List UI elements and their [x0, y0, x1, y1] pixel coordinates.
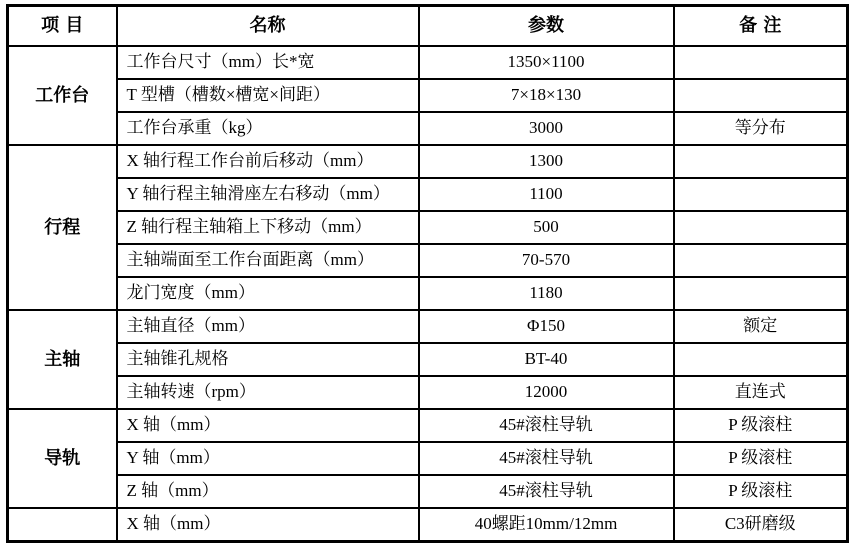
table-row: [8, 310, 848, 343]
spec-remark-cell: C3研磨级: [674, 508, 848, 542]
spec-remark-cell: 额定: [674, 310, 848, 343]
spec-name-cell: Y 轴（mm）: [117, 442, 419, 475]
column-header-name: 名称: [117, 6, 419, 47]
column-header-param: 参数: [419, 6, 674, 47]
spec-name-cell: Y 轴行程主轴滑座左右移动（mm）: [117, 178, 419, 211]
table-row: [8, 244, 848, 277]
group-cell-guideway: 导轨: [8, 409, 117, 508]
spec-param-cell: 7×18×130: [419, 79, 674, 112]
group-cell-empty: [8, 508, 117, 542]
spec-name-cell: 工作台尺寸（mm）长*宽: [117, 46, 419, 79]
table-row: [8, 46, 848, 79]
spec-param-cell: 1180: [419, 277, 674, 310]
spec-param-cell: 1100: [419, 178, 674, 211]
spec-param-cell: 45#滚柱导轨: [419, 442, 674, 475]
table-row: [8, 211, 848, 244]
spec-name-cell: Z 轴行程主轴箱上下移动（mm）: [117, 211, 419, 244]
spec-name-cell: X 轴（mm）: [117, 508, 419, 542]
spec-remark-cell: P 级滚柱: [674, 409, 848, 442]
spec-remark-cell: P 级滚柱: [674, 475, 848, 508]
group-cell-worktable: 工作台: [8, 46, 117, 145]
spec-param-cell: 500: [419, 211, 674, 244]
spec-param-cell: 3000: [419, 112, 674, 145]
spec-remark-cell: [674, 277, 848, 310]
table-row: [8, 112, 848, 145]
spec-remark-cell: [674, 211, 848, 244]
spec-param-cell: 40螺距10mm/12mm: [419, 508, 674, 542]
spec-name-cell: 主轴转速（rpm）: [117, 376, 419, 409]
table-row: [8, 277, 848, 310]
spec-param-cell: 45#滚柱导轨: [419, 409, 674, 442]
spec-name-cell: 龙门宽度（mm）: [117, 277, 419, 310]
spec-table: [6, 4, 849, 543]
group-cell-spindle: 主轴: [8, 310, 117, 409]
spec-remark-cell: 等分布: [674, 112, 848, 145]
table-row: [8, 178, 848, 211]
spec-param-cell: 1300: [419, 145, 674, 178]
spec-name-cell: Z 轴（mm）: [117, 475, 419, 508]
table-row: [8, 508, 848, 542]
header-row: [8, 6, 848, 47]
spec-param-cell: 70-570: [419, 244, 674, 277]
spec-remark-cell: [674, 244, 848, 277]
table-row: [8, 409, 848, 442]
spec-remark-cell: 直连式: [674, 376, 848, 409]
spec-param-cell: Φ150: [419, 310, 674, 343]
spec-remark-cell: [674, 79, 848, 112]
table-row: [8, 79, 848, 112]
column-header-item: 项 目: [8, 6, 117, 47]
table-row: [8, 376, 848, 409]
table-row: [8, 475, 848, 508]
spec-remark-cell: [674, 343, 848, 376]
spec-name-cell: 主轴直径（mm）: [117, 310, 419, 343]
spec-name-cell: X 轴（mm）: [117, 409, 419, 442]
spec-param-cell: BT-40: [419, 343, 674, 376]
column-header-remark: 备 注: [674, 6, 848, 47]
spec-name-cell: 主轴锥孔规格: [117, 343, 419, 376]
spec-remark-cell: [674, 46, 848, 79]
spec-name-cell: 主轴端面至工作台面距离（mm）: [117, 244, 419, 277]
spec-name-cell: 工作台承重（kg）: [117, 112, 419, 145]
spec-remark-cell: [674, 145, 848, 178]
spec-name-cell: X 轴行程工作台前后移动（mm）: [117, 145, 419, 178]
table-row: [8, 343, 848, 376]
group-cell-travel: 行程: [8, 145, 117, 310]
spec-param-cell: 1350×1100: [419, 46, 674, 79]
spec-name-cell: T 型槽（槽数×槽宽×间距）: [117, 79, 419, 112]
table-row: [8, 145, 848, 178]
spec-param-cell: 45#滚柱导轨: [419, 475, 674, 508]
spec-remark-cell: [674, 178, 848, 211]
spec-param-cell: 12000: [419, 376, 674, 409]
spec-remark-cell: P 级滚柱: [674, 442, 848, 475]
table-row: [8, 442, 848, 475]
